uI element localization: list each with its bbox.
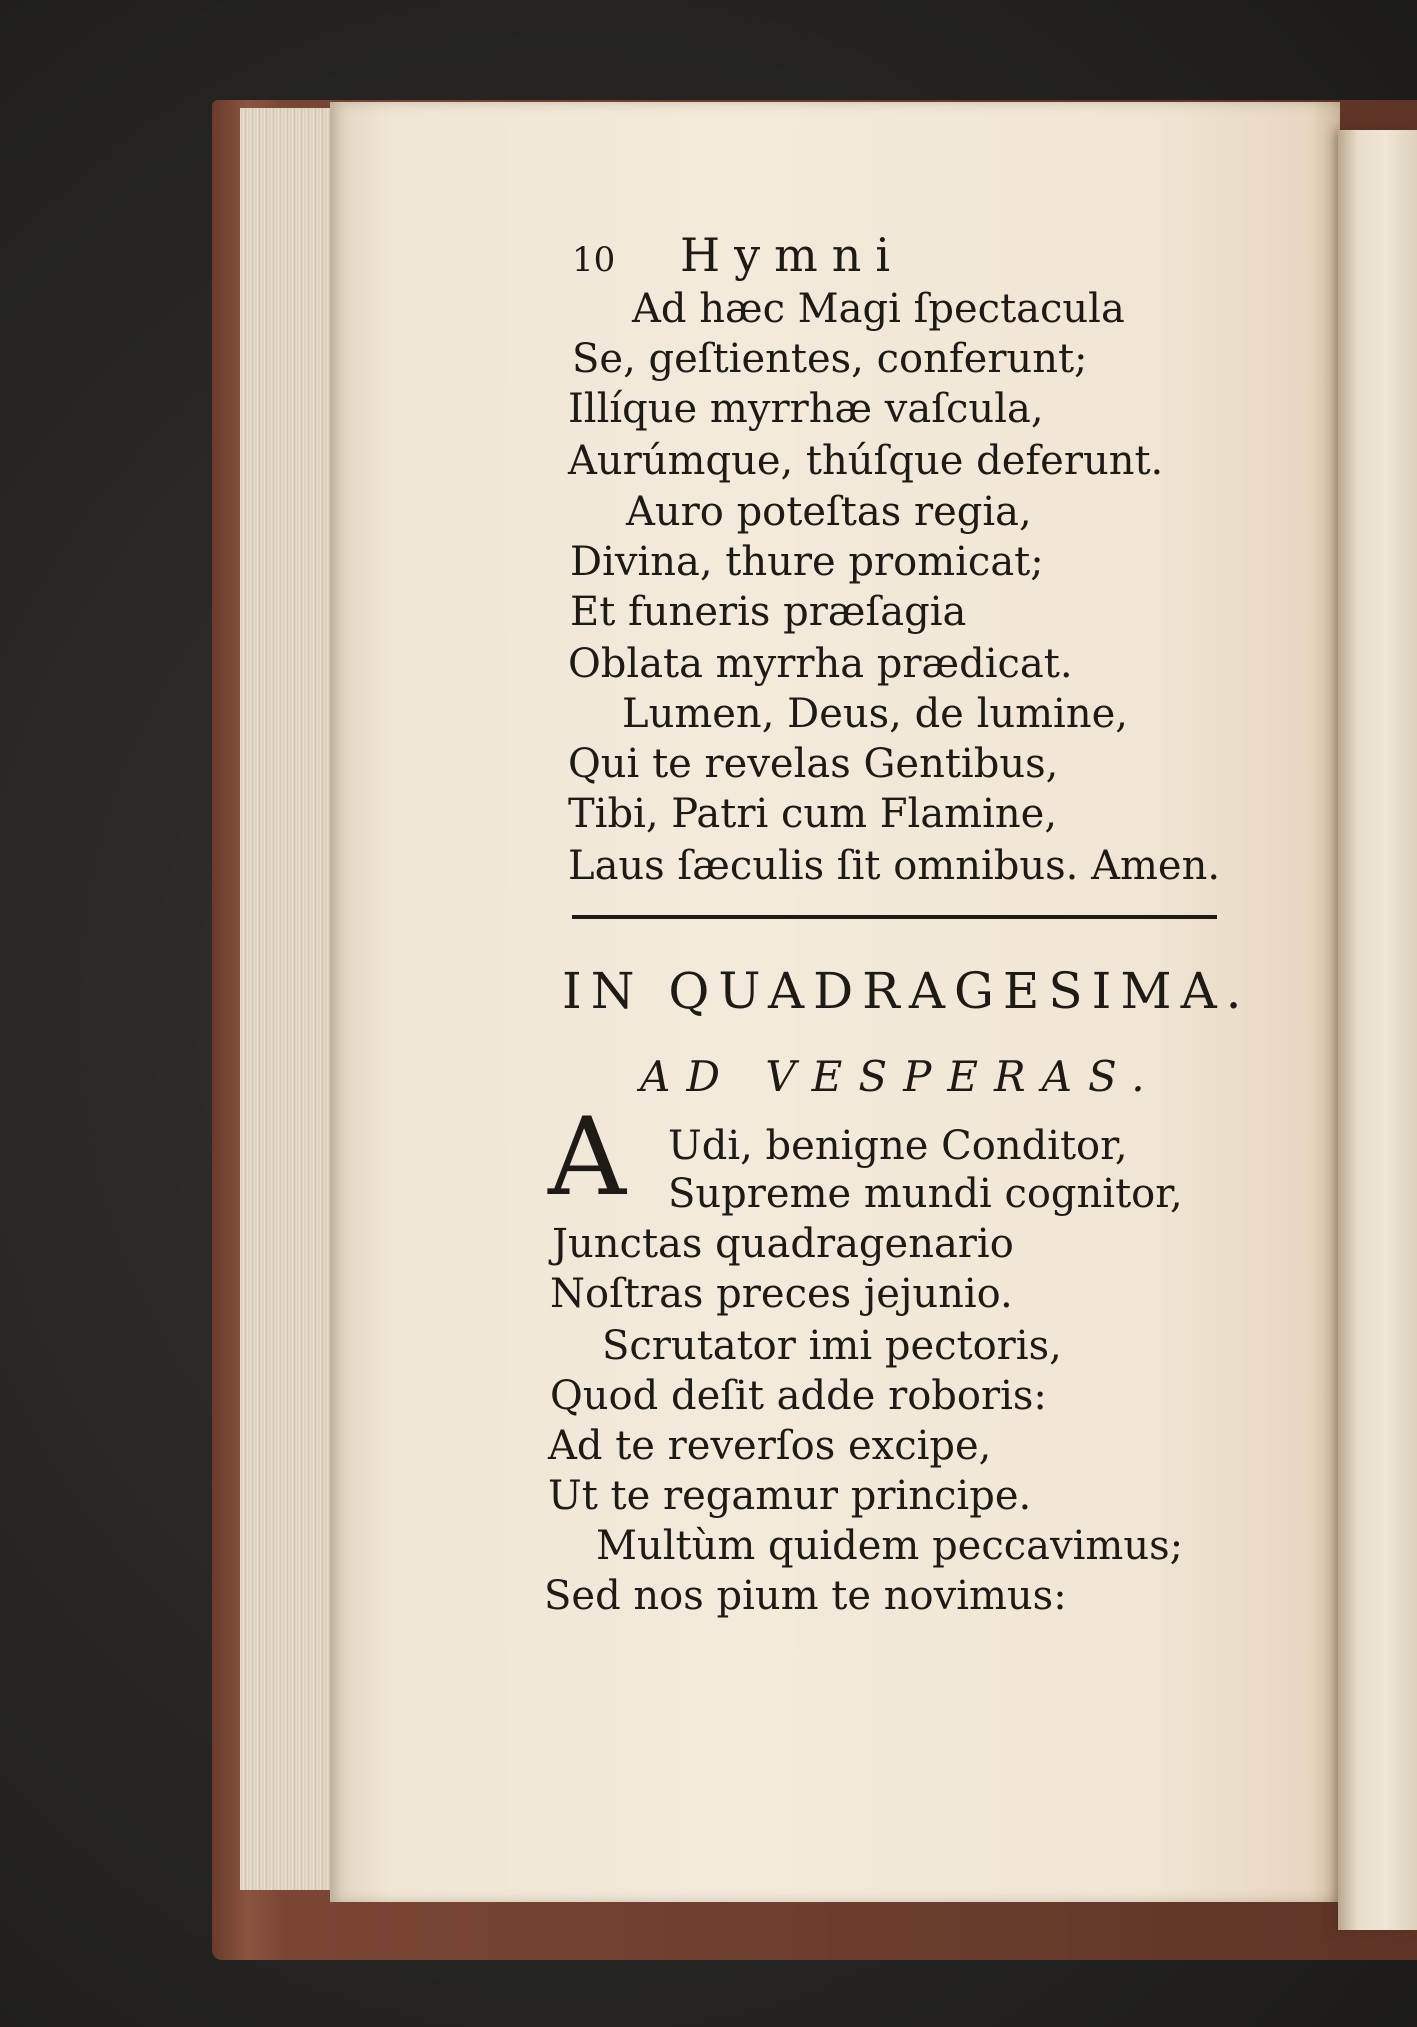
running-head: Hymni bbox=[680, 228, 905, 282]
verse-line: Supreme mundi cognitor, bbox=[668, 1171, 1183, 1217]
verse-line: Junctas quadragenario bbox=[552, 1221, 1014, 1267]
verse-line: Sed nos pium te novimus: bbox=[544, 1573, 1067, 1619]
verse-line: Laus ſæculis ſit omnibus. Amen. bbox=[568, 843, 1221, 889]
drop-cap: A bbox=[548, 1095, 626, 1220]
verse-line: Scrutator imi pectoris, bbox=[602, 1323, 1062, 1369]
facing-page-edge bbox=[1338, 130, 1417, 1930]
verse-line: Multùm quidem peccavimus; bbox=[596, 1523, 1184, 1569]
verse-line: Udi, benigne Conditor, bbox=[668, 1123, 1128, 1169]
verse-line: Lumen, Deus, de lumine, bbox=[622, 691, 1128, 737]
verse-line: Ad te reverſos excipe, bbox=[548, 1423, 992, 1469]
section-divider-rule bbox=[572, 915, 1217, 919]
section-title: IN QUADRAGESIMA. bbox=[562, 962, 1251, 1020]
verse-line: Quod deſit adde roboris: bbox=[550, 1373, 1047, 1419]
verse-line: Illíque myrrhæ vaſcula, bbox=[568, 386, 1044, 432]
verse-line: Ad hæc Magi ſpectacula bbox=[632, 286, 1125, 332]
verse-line: Qui te revelas Gentibus, bbox=[568, 741, 1059, 787]
verse-line: Aurúmque, thúſque deferunt. bbox=[568, 438, 1164, 484]
verse-line: Divina, thure promicat; bbox=[570, 539, 1044, 585]
verse-line: Oblata myrrha prædicat. bbox=[568, 641, 1073, 687]
page-block-edges bbox=[240, 108, 340, 1890]
verse-line: Tibi, Patri cum Flamine, bbox=[568, 791, 1058, 837]
verse-line: Auro poteſtas regia, bbox=[626, 489, 1032, 535]
verse-line: Ut te regamur principe. bbox=[548, 1473, 1032, 1519]
verse-line: Se, geſtientes, conferunt; bbox=[572, 336, 1088, 382]
verse-line: Noſtras preces jejunio. bbox=[550, 1271, 1013, 1317]
verse-line: Et funeris præſagia bbox=[570, 589, 967, 635]
section-subtitle: AD VESPERAS. bbox=[640, 1052, 1161, 1101]
page-number: 10 bbox=[572, 240, 616, 280]
